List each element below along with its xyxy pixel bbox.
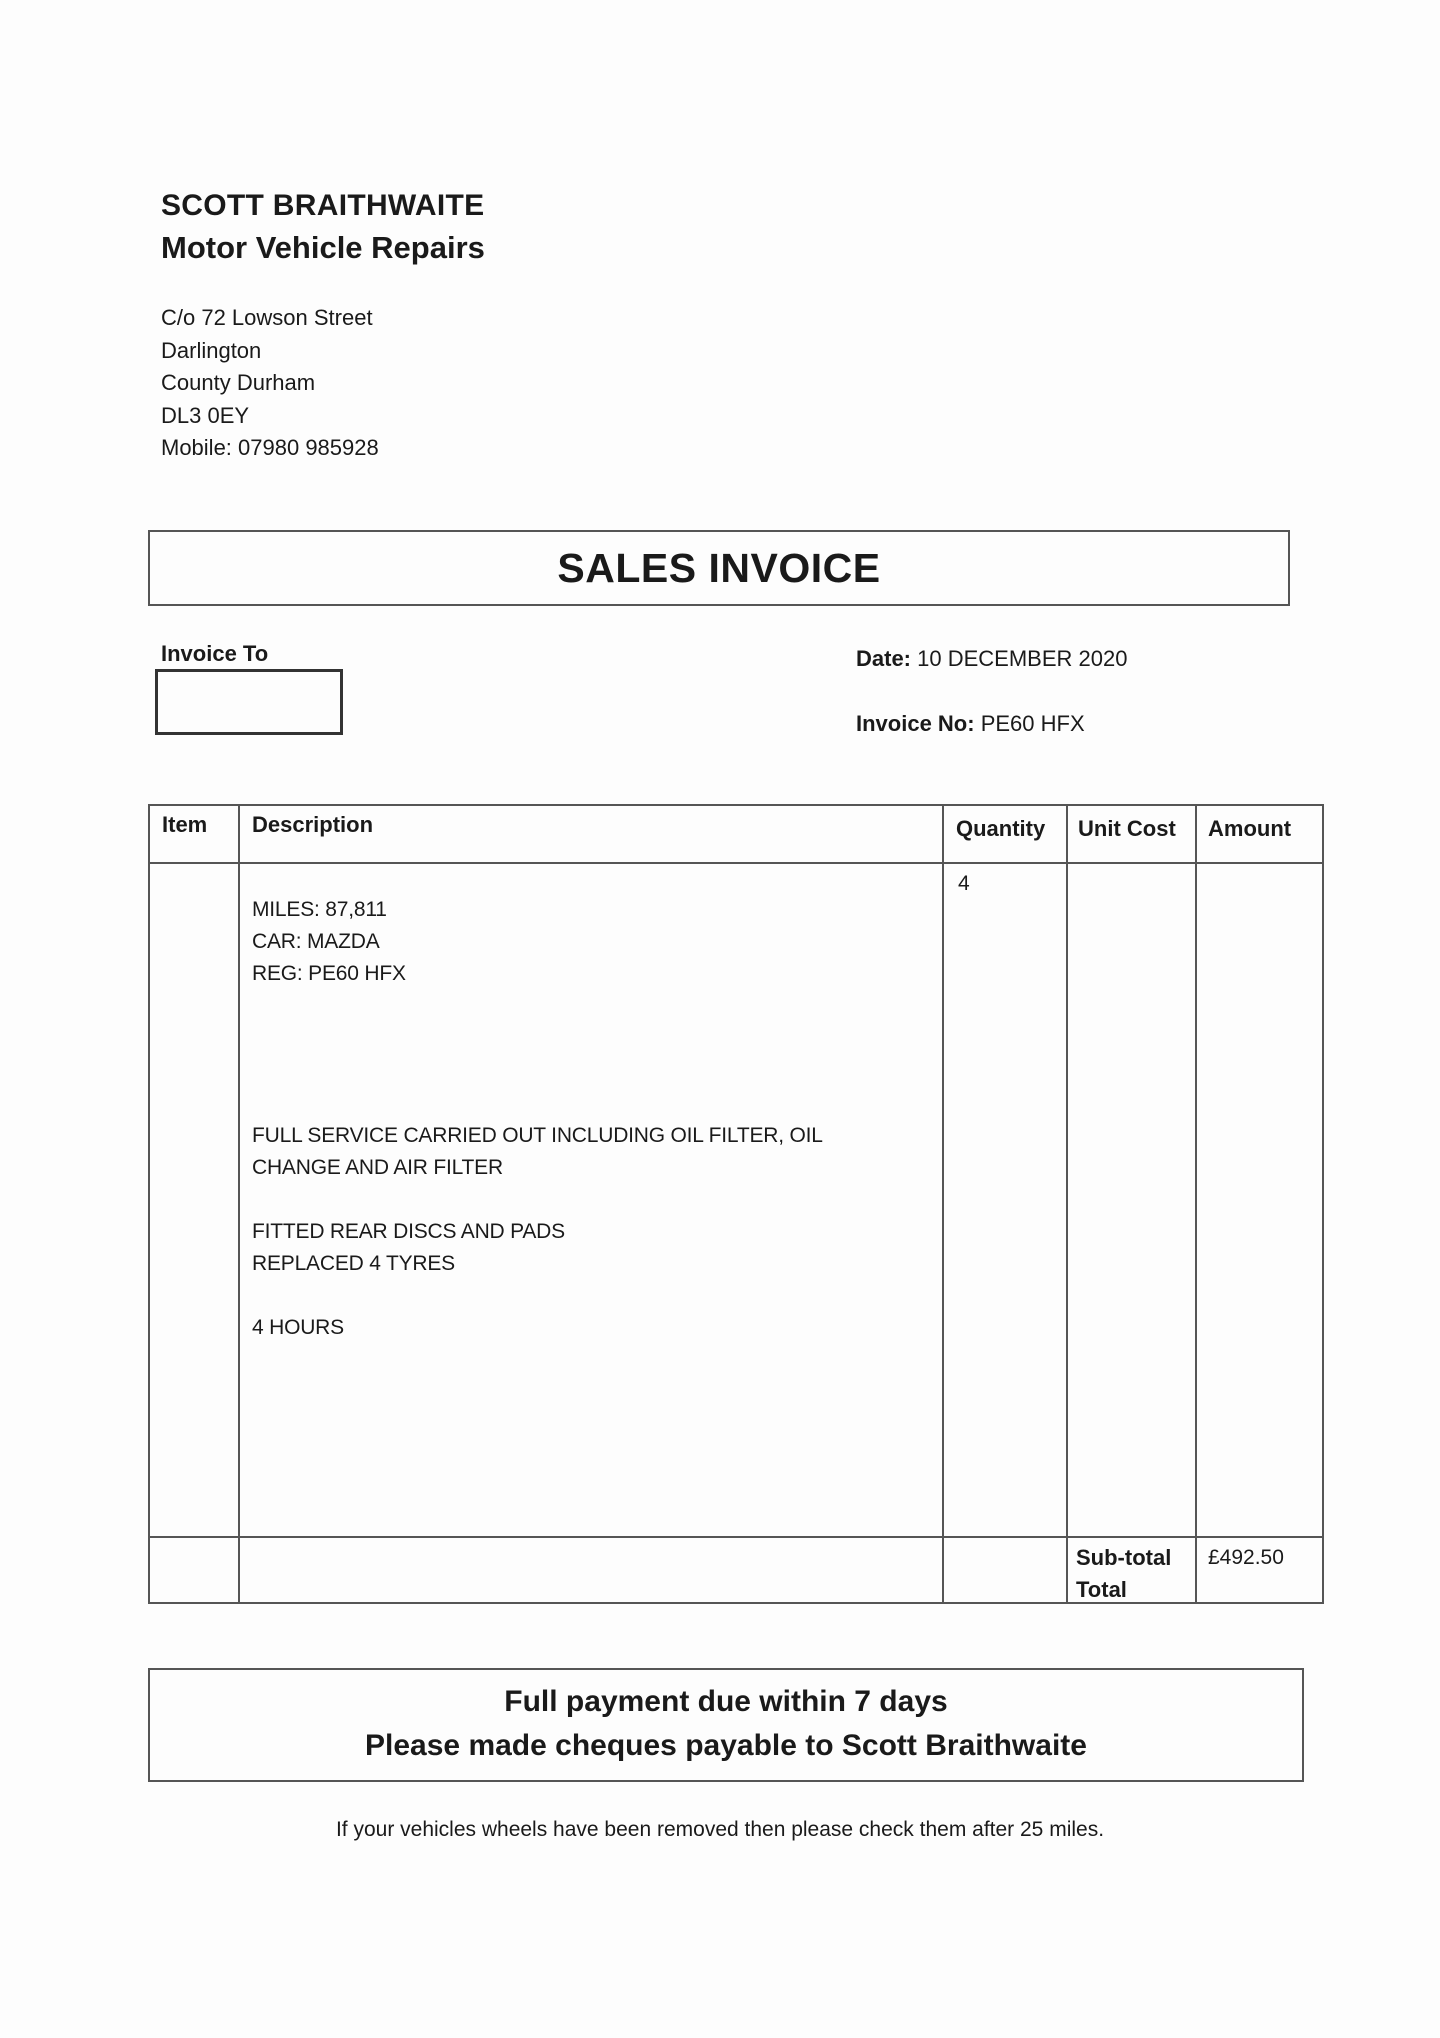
items-table: [148, 804, 1324, 1604]
description-line: MILES: 87,811: [252, 898, 387, 921]
totals-divider: [150, 1536, 1322, 1538]
column-divider: [942, 806, 944, 1602]
date-label: Date:: [856, 646, 912, 671]
date-value: 10 DECEMBER 2020: [917, 646, 1128, 671]
company-name: SCOTT BRAITHWAITE: [161, 189, 485, 222]
column-divider: [238, 806, 240, 1602]
invoice-to-box: [155, 669, 343, 735]
subtotal-label: Sub-total: [1076, 1545, 1172, 1570]
description-line: 4 HOURS: [252, 1316, 344, 1339]
wheel-check-note: If your vehicles wheels have been removed then please check them after 25 miles.: [335, 1818, 1105, 1841]
description-line: REG: PE60 HFX: [252, 962, 406, 985]
header-description: Description: [252, 812, 374, 837]
company-address: [161, 302, 379, 465]
payment-terms-line: Full payment due within 7 days: [504, 1685, 948, 1718]
address-postcode: DL3 0EY: [161, 402, 250, 428]
subtotal-value: £492.50: [1208, 1546, 1284, 1569]
address-line: C/o 72 Lowson Street: [161, 305, 373, 330]
header-divider: [150, 862, 1322, 864]
row-quantity: 4: [958, 872, 970, 895]
header-amount: Amount: [1208, 816, 1292, 841]
column-divider: [1066, 806, 1068, 1602]
description-line: CAR: MAZDA: [252, 930, 380, 953]
invoice-to-label: Invoice To: [161, 641, 269, 666]
description-line: FULL SERVICE CARRIED OUT INCLUDING OIL FILTER, OIL: [252, 1124, 823, 1147]
description-line: REPLACED 4 TYRES: [252, 1252, 455, 1275]
address-mobile: Mobile: 07980 985928: [161, 435, 379, 460]
header-item: Item: [162, 812, 208, 837]
address-line: Darlington: [161, 337, 262, 363]
payment-terms-box: [148, 1668, 1304, 1782]
invoice-title-box: [148, 530, 1290, 606]
header-quantity: Quantity: [956, 816, 1046, 841]
invoice-no-label: Invoice No:: [856, 711, 975, 736]
company-header: [161, 186, 485, 270]
total-label: Total: [1076, 1577, 1127, 1602]
payment-cheques-line: Please made cheques payable to Scott Braithwaite: [365, 1729, 1087, 1762]
description-line: FITTED REAR DISCS AND PADS: [252, 1220, 565, 1243]
invoice-no-value: PE60 HFX: [980, 711, 1085, 736]
column-divider: [1195, 806, 1197, 1602]
description-line: CHANGE AND AIR FILTER: [252, 1156, 503, 1179]
address-line: County Durham: [161, 370, 316, 395]
invoice-title: SALES INVOICE: [557, 544, 881, 591]
header-unit-cost: Unit Cost: [1078, 816, 1176, 841]
invoice-number: [856, 711, 1085, 737]
company-subtitle: Motor Vehicle Repairs: [161, 230, 485, 265]
invoice-date: [856, 646, 1127, 672]
